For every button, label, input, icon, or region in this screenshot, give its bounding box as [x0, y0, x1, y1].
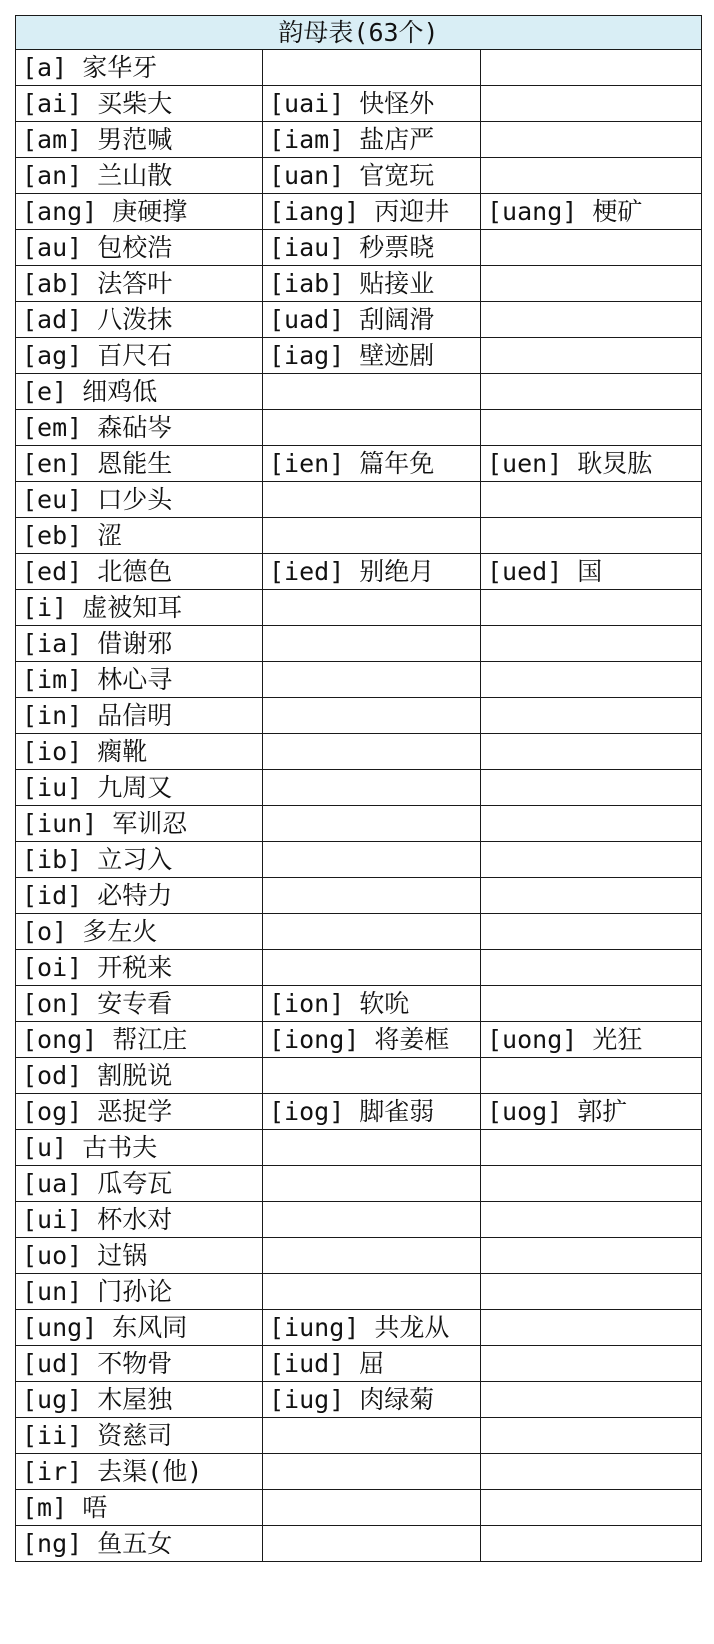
table-cell: [481, 878, 702, 914]
table-cell: [en] 恩能生: [16, 446, 263, 482]
table-cell: [263, 878, 481, 914]
table-cell: [oi] 开税来: [16, 950, 263, 986]
table-cell: [481, 986, 702, 1022]
table-cell: [ab] 法答叶: [16, 266, 263, 302]
table-cell: [uo] 过锅: [16, 1238, 263, 1274]
table-cell: [263, 842, 481, 878]
table-cell: [ia] 借谢邪: [16, 626, 263, 662]
table-cell: [im] 林心寻: [16, 662, 263, 698]
table-cell: [ed] 北德色: [16, 554, 263, 590]
table-cell: [iab] 贴接业: [263, 266, 481, 302]
table-row: [16, 374, 702, 410]
table-row: [16, 1310, 702, 1346]
table-cell: [eu] 口少头: [16, 482, 263, 518]
table-cell: [ud] 不物骨: [16, 1346, 263, 1382]
table-row: [16, 1202, 702, 1238]
table-cell: [263, 806, 481, 842]
table-cell: [uog] 郭扩: [481, 1094, 702, 1130]
table-cell: [an] 兰山散: [16, 158, 263, 194]
table-cell: [263, 1130, 481, 1166]
table-cell: [481, 302, 702, 338]
table-cell: [e] 细鸡低: [16, 374, 263, 410]
table-row: [16, 1238, 702, 1274]
table-cell: [263, 482, 481, 518]
table-cell: [ung] 东风同: [16, 1310, 263, 1346]
table-cell: [ug] 木屋独: [16, 1382, 263, 1418]
table-cell: [i] 虚被知耳: [16, 590, 263, 626]
table-cell: [263, 1418, 481, 1454]
table-cell: [ong] 帮江庄: [16, 1022, 263, 1058]
table-cell: [263, 734, 481, 770]
table-cell: [263, 1058, 481, 1094]
table-cell: [in] 品信明: [16, 698, 263, 734]
table-cell: [481, 1130, 702, 1166]
table-cell: [io] 瘸靴: [16, 734, 263, 770]
table-row: [16, 86, 702, 122]
table-cell: [uong] 光狂: [481, 1022, 702, 1058]
table-cell: [ir] 去渠(他): [16, 1454, 263, 1490]
table-row: [16, 626, 702, 662]
table-cell: [uang] 梗矿: [481, 194, 702, 230]
table-cell: [u] 古书夫: [16, 1130, 263, 1166]
table-cell: [481, 410, 702, 446]
table-cell: [481, 1454, 702, 1490]
table-cell: [ii] 资慈司: [16, 1418, 263, 1454]
table-cell: [481, 1166, 702, 1202]
table-row: [16, 878, 702, 914]
table-row: [16, 1130, 702, 1166]
table-cell: [ien] 篇年免: [263, 446, 481, 482]
table-title: 韵母表(63个): [16, 16, 702, 50]
table-cell: [iung] 共龙从: [263, 1310, 481, 1346]
table-row: [16, 446, 702, 482]
table-row: [16, 1382, 702, 1418]
table-row: [16, 1454, 702, 1490]
table-cell: [481, 230, 702, 266]
table-cell: [iang] 丙迎井: [263, 194, 481, 230]
table-cell: [od] 割脱说: [16, 1058, 263, 1094]
table-cell: [ai] 买柴大: [16, 86, 263, 122]
table-row: [16, 1022, 702, 1058]
table-row: [16, 518, 702, 554]
table-row: [16, 662, 702, 698]
table-row: [16, 1526, 702, 1562]
table-cell: [uad] 刮阔滑: [263, 302, 481, 338]
table-cell: [481, 1526, 702, 1562]
table-row: [16, 482, 702, 518]
table-row: [16, 122, 702, 158]
table-cell: [481, 806, 702, 842]
table-cell: [481, 338, 702, 374]
table-cell: [iam] 盐店严: [263, 122, 481, 158]
table-cell: [263, 662, 481, 698]
table-cell: [em] 森砧岑: [16, 410, 263, 446]
table-row: [16, 266, 702, 302]
table-cell: [263, 626, 481, 662]
table-row: [16, 410, 702, 446]
table-cell: [un] 门孙论: [16, 1274, 263, 1310]
table-row: [16, 1094, 702, 1130]
table-cell: [481, 1418, 702, 1454]
table-cell: [id] 必特力: [16, 878, 263, 914]
table-cell: [481, 1382, 702, 1418]
table-cell: [481, 1346, 702, 1382]
table-row: [16, 698, 702, 734]
table-row: [16, 914, 702, 950]
table-cell: [ib] 立习入: [16, 842, 263, 878]
table-cell: [481, 626, 702, 662]
table-cell: [481, 122, 702, 158]
table-cell: [iu] 九周又: [16, 770, 263, 806]
table-cell: [a] 家华牙: [16, 50, 263, 86]
table-cell: [481, 482, 702, 518]
table-cell: [263, 590, 481, 626]
table-cell: [og] 恶捉学: [16, 1094, 263, 1130]
table-cell: [263, 374, 481, 410]
table-cell: [uai] 快怪外: [263, 86, 481, 122]
table-cell: [481, 950, 702, 986]
table-row: [16, 1490, 702, 1526]
table-cell: [uan] 官宽玩: [263, 158, 481, 194]
table-cell: [eb] 涩: [16, 518, 263, 554]
table-row: [16, 1418, 702, 1454]
table-cell: [481, 662, 702, 698]
table-cell: [iog] 脚雀弱: [263, 1094, 481, 1130]
table-cell: [481, 518, 702, 554]
table-cell: [263, 698, 481, 734]
table-cell: [ua] 瓜夸瓦: [16, 1166, 263, 1202]
table-row: [16, 50, 702, 86]
table-row: [16, 986, 702, 1022]
table-cell: [uen] 耿炅肱: [481, 446, 702, 482]
table-row: [16, 338, 702, 374]
table-cell: [481, 770, 702, 806]
table-row: [16, 1166, 702, 1202]
table-cell: [263, 950, 481, 986]
table-cell: [481, 1238, 702, 1274]
table-cell: [263, 1454, 481, 1490]
table-cell: [481, 158, 702, 194]
table-row: [16, 842, 702, 878]
table-cell: [481, 734, 702, 770]
table-cell: [ag] 百尺石: [16, 338, 263, 374]
table-cell: [on] 安专看: [16, 986, 263, 1022]
table-cell: [481, 842, 702, 878]
table-row: [16, 1058, 702, 1094]
table-cell: [481, 1490, 702, 1526]
table-row: [16, 302, 702, 338]
table-row: [16, 590, 702, 626]
table-cell: [ied] 别绝月: [263, 554, 481, 590]
table-row: [16, 1274, 702, 1310]
table-cell: [263, 1490, 481, 1526]
table-row: [16, 194, 702, 230]
table-cell: [263, 518, 481, 554]
table-cell: [481, 1274, 702, 1310]
table-cell: [iau] 秒票晓: [263, 230, 481, 266]
table-cell: [263, 1526, 481, 1562]
table-cell: [o] 多左火: [16, 914, 263, 950]
table-cell: [iong] 将姜框: [263, 1022, 481, 1058]
table-body: [16, 50, 702, 1562]
table-row: [16, 806, 702, 842]
table-cell: [481, 1202, 702, 1238]
table-cell: [iag] 壁迹剧: [263, 338, 481, 374]
table-cell: [263, 1274, 481, 1310]
table-row: [16, 734, 702, 770]
table-cell: [iug] 肉绿菊: [263, 1382, 481, 1418]
table-row: [16, 1346, 702, 1382]
table-cell: [ion] 软吮: [263, 986, 481, 1022]
table-cell: [481, 914, 702, 950]
table-cell: [am] 男范喊: [16, 122, 263, 158]
table-row: [16, 770, 702, 806]
table-cell: [263, 1166, 481, 1202]
table-cell: [263, 1238, 481, 1274]
table-cell: [au] 包校浩: [16, 230, 263, 266]
table-cell: [263, 1202, 481, 1238]
table-cell: [iud] 屈: [263, 1346, 481, 1382]
table-cell: [m] 唔: [16, 1490, 263, 1526]
finals-table: [15, 15, 702, 1562]
table-cell: [481, 1310, 702, 1346]
table-cell: [263, 410, 481, 446]
table-cell: [ued] 国: [481, 554, 702, 590]
table-cell: [481, 86, 702, 122]
table-cell: [481, 1058, 702, 1094]
table-cell: [263, 914, 481, 950]
table-cell: [481, 50, 702, 86]
table-cell: [481, 590, 702, 626]
table-row: [16, 230, 702, 266]
table-row: [16, 158, 702, 194]
table-cell: [ui] 杯水对: [16, 1202, 263, 1238]
table-cell: [263, 50, 481, 86]
table-cell: [481, 266, 702, 302]
table-cell: [ng] 鱼五女: [16, 1526, 263, 1562]
table-cell: [ang] 庚硬撑: [16, 194, 263, 230]
title-row: [16, 16, 702, 50]
table-cell: [263, 770, 481, 806]
table-cell: [iun] 军训忍: [16, 806, 263, 842]
table-cell: [481, 698, 702, 734]
table-row: [16, 950, 702, 986]
table-cell: [481, 374, 702, 410]
table-row: [16, 554, 702, 590]
table-cell: [ad] 八泼抹: [16, 302, 263, 338]
